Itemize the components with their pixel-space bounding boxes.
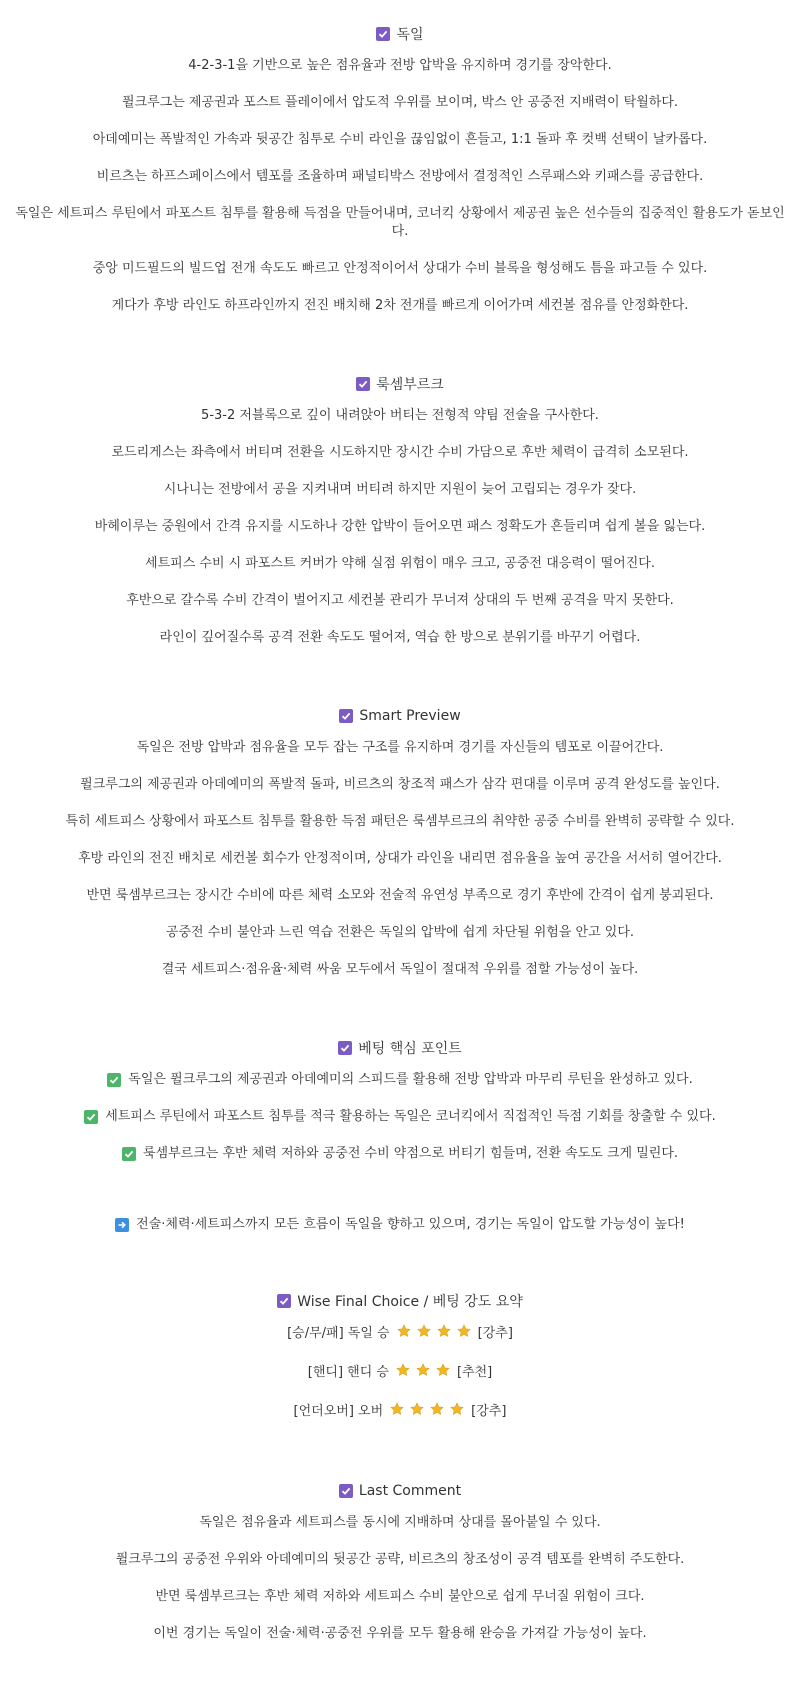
star-rating (387, 1402, 467, 1422)
heading-text: 룩셈부르크 (376, 377, 444, 393)
pick-market: [승/무/패] 독일 승 (287, 1326, 390, 1341)
key-point-text: 세트피스 루틴에서 파포스트 침투를 적극 활용하는 독일은 코너킥에서 직접적인 득점 기회를 창출할 수 있다. (105, 1109, 716, 1124)
analysis-line: 4-2-3-1을 기반으로 높은 점유율과 전방 압박을 유지하며 경기를 장악한다. (188, 58, 612, 73)
section-heading-luxembourg (0, 370, 800, 398)
spacer (0, 1441, 800, 1477)
checkbox-icon (277, 1294, 291, 1308)
pick-row (0, 1324, 800, 1344)
star-rating (394, 1324, 474, 1344)
star-icon (416, 1363, 430, 1383)
key-point-item (0, 1145, 800, 1163)
check-mark-icon (107, 1073, 121, 1087)
checkbox-icon (339, 709, 353, 723)
right-arrow-icon (115, 1218, 129, 1232)
section-last-comment (0, 1477, 800, 1643)
key-point-text: 룩셈부르크는 후반 체력 저하와 공중전 수비 약점으로 버티기 힘들며, 전환 속도도 크게 밀린다. (142, 1146, 679, 1161)
section-heading-key-points (0, 1034, 800, 1062)
section-heading-final-choice (0, 1287, 800, 1315)
preview-line: 결국 세트피스·점유율·체력 싸움 모두에서 독일이 절대적 우위를 점할 가능성이 높다. (161, 962, 639, 977)
star-icon (396, 1363, 410, 1383)
checkbox-icon (376, 27, 390, 41)
analysis-line: 시나니는 전방에서 공을 지켜내며 버티려 하지만 지원이 늦어 고립되는 경우가 잦다. (163, 482, 637, 497)
spacer (0, 998, 800, 1034)
analysis-line: 후반으로 갈수록 수비 간격이 벌어지고 세컨볼 관리가 무너져 상대의 두 번째 공격을 막지 못한다. (126, 593, 674, 608)
star-icon (410, 1402, 424, 1422)
preview-line: 반면 룩셈부르크는 장시간 수비에 따른 체력 소모와 전술적 유연성 부족으로 경기 후반에 간격이 쉽게 붕괴된다. (86, 888, 714, 903)
analysis-line: 중앙 미드필드의 빌드업 전개 속도도 빠르고 안정적이어서 상대가 수비 블록을 형성해도 틈을 파고들 수 있다. (92, 261, 708, 276)
heading-text: Wise Final Choice / 베팅 강도 요약 (297, 1294, 523, 1310)
spacer (0, 1182, 800, 1216)
heading-text: Smart Preview (359, 708, 461, 724)
comment-line: 반면 룩셈부르크는 후반 체력 저하와 세트피스 수비 불안으로 쉽게 무너질 위험이 크다. (155, 1589, 645, 1604)
preview-line: 퓔크루그의 제공권과 아데예미의 폭발적 돌파, 비르츠의 창조적 패스가 삼각 편대를 이루며 공격 완성도를 높인다. (80, 777, 720, 792)
pick-row (0, 1363, 800, 1383)
star-icon (436, 1363, 450, 1383)
analysis-line: 퓔크루그는 제공권과 포스트 플레이에서 압도적 우위를 보이며, 박스 안 공중전 지배력이 탁월하다. (121, 95, 679, 110)
section-heading-germany (0, 20, 800, 48)
analysis-line: 로드리게스는 좌측에서 버티며 전환을 시도하지만 장시간 수비 가담으로 후반 체력이 급격히 소모된다. (111, 445, 689, 460)
comment-line: 퓔크루그의 공중전 우위와 아데예미의 뒷공간 공략, 비르츠의 창조성이 공격 템포를 완벽히 주도한다. (115, 1552, 685, 1567)
analysis-line: 세트피스 수비 시 파포스트 커버가 약해 실점 위험이 매우 크고, 공중전 대응력이 떨어진다. (145, 556, 655, 571)
section-heading-smart-preview (0, 702, 800, 730)
analysis-line: 라인이 깊어질수록 공격 전환 속도도 떨어져, 역습 한 방으로 분위기를 바꾸기 어렵다. (159, 630, 641, 645)
section-heading-last-comment (0, 1477, 800, 1505)
pick-market: [언더오버] 오버 (293, 1404, 384, 1419)
checkbox-icon (356, 377, 370, 391)
section-luxembourg (0, 370, 800, 647)
analysis-line: 바헤이루는 중원에서 간격 유지를 시도하나 강한 압박이 들어오면 패스 정확도가 흔들리며 쉽게 볼을 잃는다. (94, 519, 706, 534)
spacer (0, 334, 800, 370)
analysis-line: 비르츠는 하프스페이스에서 템포를 조율하며 패널티박스 전방에서 결정적인 스루패스와 키패스를 공급한다. (96, 169, 704, 184)
key-point-item (0, 1108, 800, 1126)
heading-text: 베팅 핵심 포인트 (358, 1041, 462, 1057)
star-icon (457, 1324, 471, 1344)
spacer (0, 666, 800, 702)
section-smart-preview (0, 702, 800, 979)
checkbox-icon (339, 1484, 353, 1498)
preview-line: 독일은 전방 압박과 점유율을 모두 잡는 구조를 유지하며 경기를 자신들의 템포로 이끌어간다. (136, 740, 664, 755)
check-mark-icon (84, 1110, 98, 1124)
comment-line: 이번 경기는 독일이 전술·체력·공중전 우위를 모두 활용해 완승을 가져갈 가능성이 높다. (153, 1626, 647, 1641)
analysis-line: 게다가 후방 라인도 하프라인까지 전진 배치해 2차 전개를 빠르게 이어가며 세컨볼 점유를 안정화한다. (111, 298, 689, 313)
pick-row (0, 1402, 800, 1422)
key-point-item (0, 1071, 800, 1089)
heading-text: Last Comment (358, 1483, 462, 1499)
section-germany (0, 20, 800, 315)
key-point-text: 독일은 퓔크루그의 제공권과 아데예미의 스피드를 활용해 전방 압박과 마무리 루틴을 완성하고 있다. (128, 1072, 693, 1087)
star-icon (397, 1324, 411, 1344)
star-icon (390, 1402, 404, 1422)
star-icon (437, 1324, 451, 1344)
preview-line: 특히 세트피스 상황에서 파포스트 침투를 활용한 득점 패턴은 룩셈부르크의 취약한 공중 수비를 완벽히 공략할 수 있다. (65, 814, 735, 829)
preview-line: 후방 라인의 전진 배치로 세컨볼 회수가 안정적이며, 상대가 라인을 내리면 점유율을 높여 공간을 서서히 열어간다. (78, 851, 722, 866)
analysis-line: 독일은 세트피스 루틴에서 파포스트 침투를 활용해 득점을 만들어내며, 코너킥 상황에서 제공권 높은 선수들의 집중적인 활용도가 돋보인다. (15, 206, 785, 239)
conclusion-text: 전술·체력·세트피스까지 모든 흐름이 독일을 향하고 있으며, 경기는 독일이 압도할 가능성이 높다! (136, 1217, 685, 1232)
preview-line: 공중전 수비 불안과 느린 역습 전환은 독일의 압박에 쉽게 차단될 위험을 안고 있다. (165, 925, 635, 940)
spacer (0, 1253, 800, 1287)
heading-text: 독일 (396, 27, 424, 43)
comment-line: 독일은 점유율과 세트피스를 동시에 지배하며 상대를 몰아붙일 수 있다. (199, 1515, 601, 1530)
pick-market: [핸디] 핸디 승 (307, 1365, 389, 1380)
star-icon (430, 1402, 444, 1422)
star-rating (393, 1363, 453, 1383)
star-icon (417, 1324, 431, 1344)
conclusion-line (0, 1216, 800, 1234)
section-final-choice (0, 1287, 800, 1422)
analysis-line: 아데예미는 폭발적인 가속과 뒷공간 침투로 수비 라인을 끊임없이 흔들고, 1:1 돌파 후 컷백 선택이 날카롭다. (92, 132, 708, 147)
section-key-points (0, 1034, 800, 1163)
analysis-line: 5-3-2 저블록으로 깊이 내려앉아 버티는 전형적 약팀 전술을 구사한다. (201, 408, 599, 423)
star-icon (450, 1402, 464, 1422)
checkbox-icon (338, 1041, 352, 1055)
check-mark-icon (122, 1147, 136, 1161)
pick-strength: [추천] (456, 1365, 493, 1380)
pick-strength: [강추] (477, 1326, 513, 1341)
pick-strength: [강추] (471, 1404, 507, 1419)
